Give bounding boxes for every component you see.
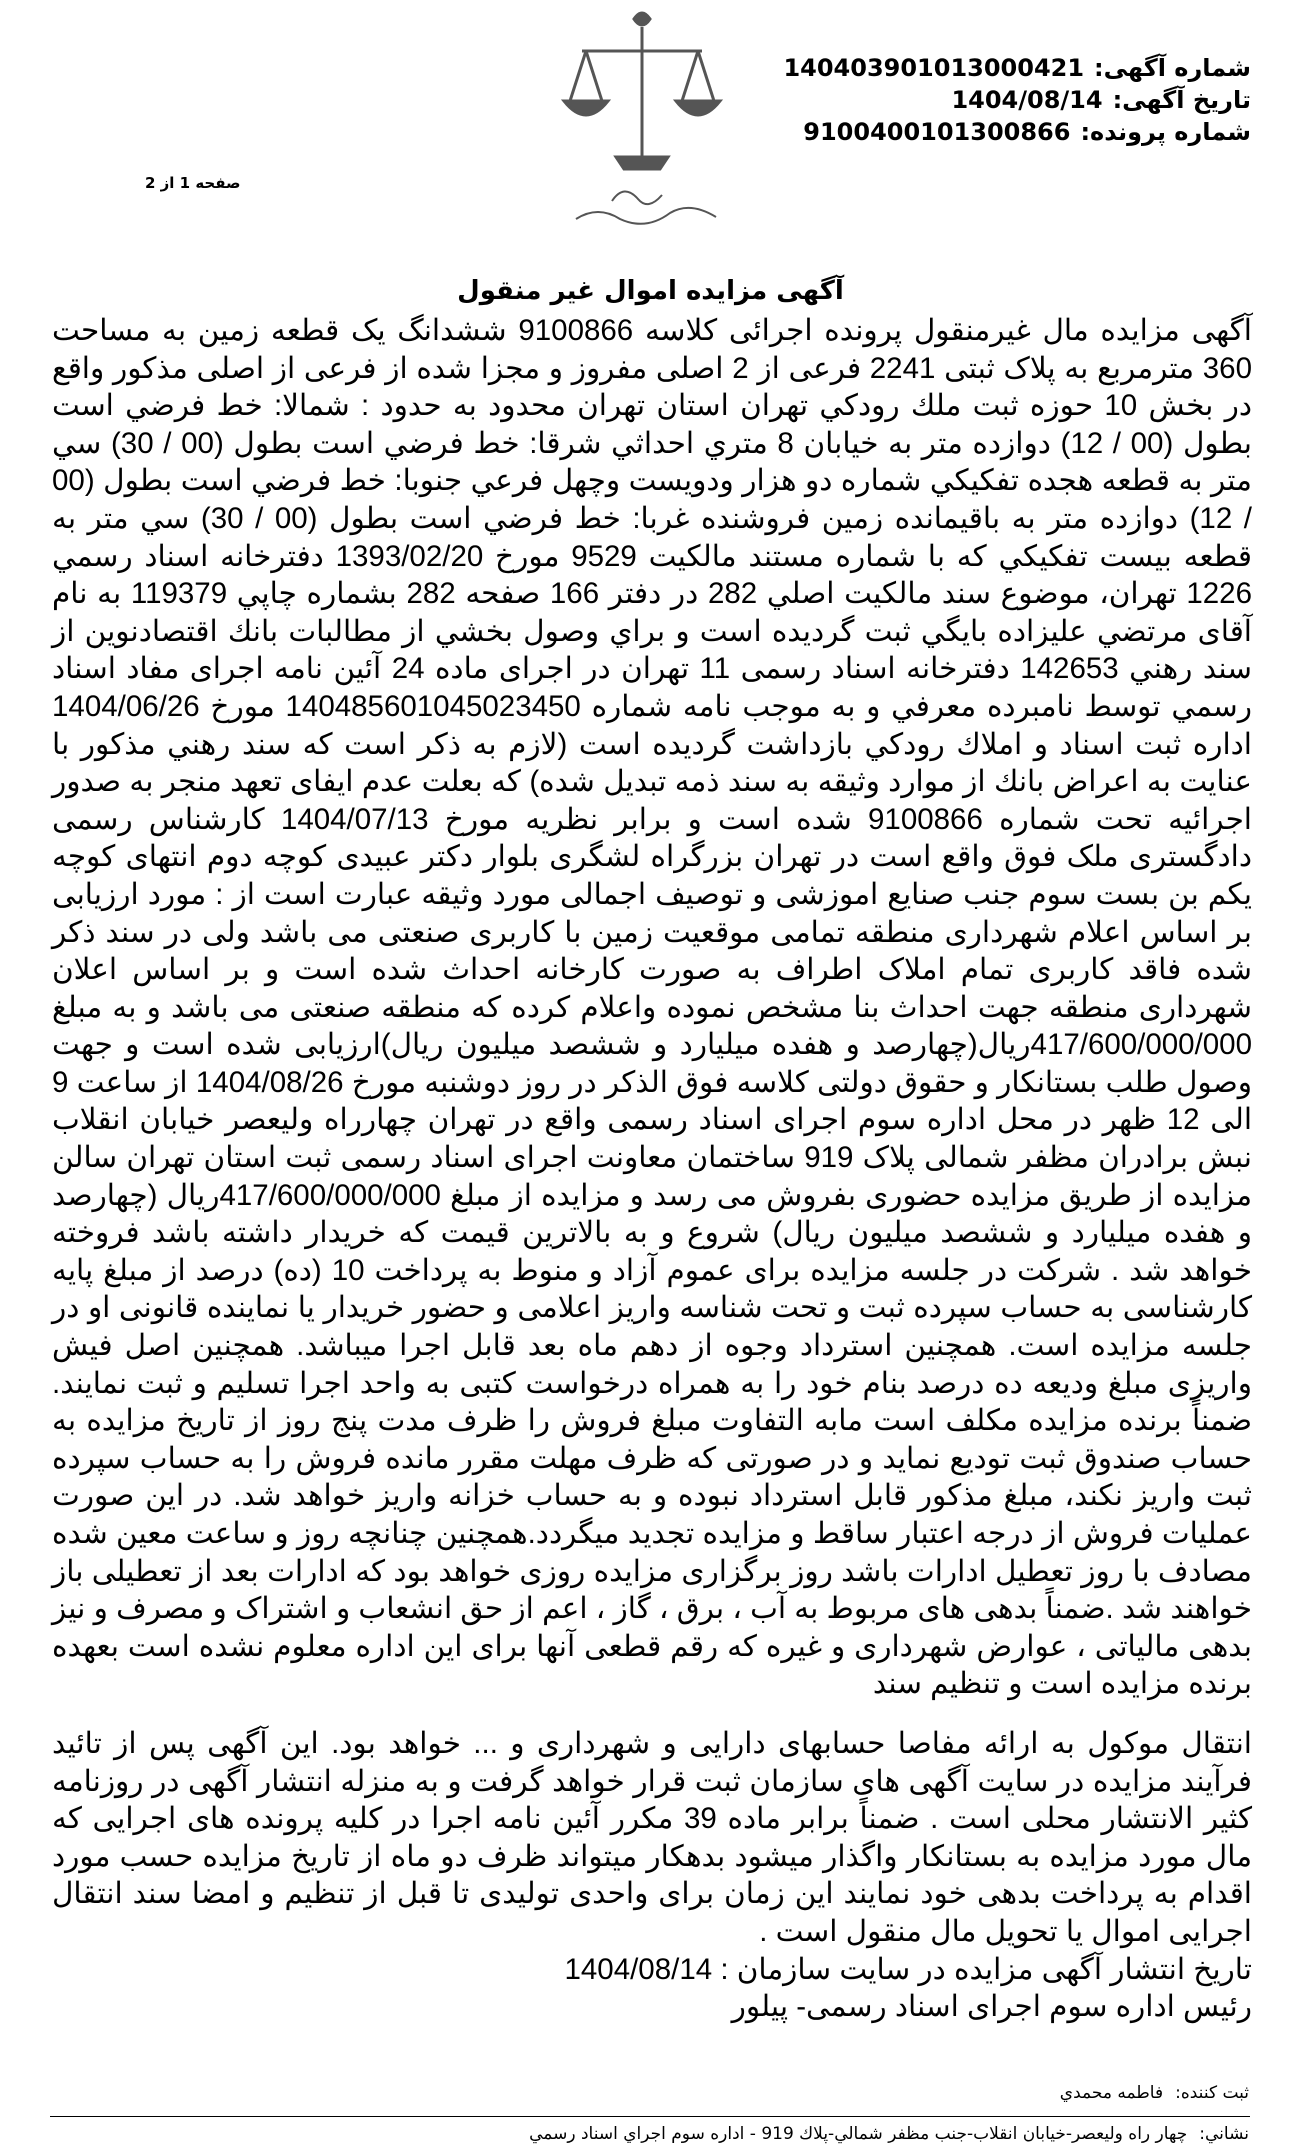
page-count: صفحه 1 از 2 xyxy=(145,174,241,192)
ad-number-row xyxy=(783,52,1251,84)
ad-number-label: شماره آگهی: xyxy=(1094,54,1251,82)
case-number: 9100400101300866 xyxy=(803,118,1071,146)
case-number-label: شماره پرونده: xyxy=(1080,118,1251,146)
case-number-row xyxy=(791,116,1251,148)
address-row xyxy=(529,2124,1249,2144)
ad-date-row xyxy=(791,84,1251,116)
judiciary-emblem-icon xyxy=(520,5,820,230)
ad-date-label: تاریخ آگهی: xyxy=(1112,86,1251,114)
auction-main-text: آگهی مزایده مال غیرمنقول پرونده اجرائی کلاسه 9100866 ششدانگ یک قطعه زمین به مساحت 360 مترمربع به پلاک ثبتی 2241 فرعی از 2 اصلی مفروز و مجزا شده از فرعی از اصلی مذکور واقع در بخش 10 حوزه ثبت ملك رودكي تهران استان تهران محدود به حدود : شمالا: خط فرضي است بطول (00 / 12) دوازده متر به خيابان 8 متري احداثي شرقا: خط فرضي است بطول (00 / 30) سي متر به قطعه هجده تفكيكي شماره دو هزار ودويست وچهل فرعي جنوبا: خط فرضي است بطول (00 / 12) دوازده متر به باقيمانده زمين فروشنده غربا: خط فرضي است بطول (00 / 30) سي متر به قطعه بيست تفكيكي كه با شماره مستند مالكيت 9529 مورخ 1393/02/20 دفترخانه اسناد رسمي 1226 تهران، موضوع سند مالكيت اصلي 282 در دفتر 166 صفحه 282 بشماره چاپي 119379 به نام آقای مرتضي عليزاده بايگي ثبت گرديده است و براي وصول بخشي از مطالبات بانك اقتصادنوين از سند رهني 142653 دفترخانه اسناد رسمی 11 تهران در اجرای ماده 24 آئين نامه اجرای مفاد اسناد رسمي توسط نامبرده معرفي و به موجب نامه شماره 140485601045023450 مورخ 1404/06/26 اداره ثبت اسناد و املاك رودكي بازداشت گرديده است (لازم به ذكر است كه سند رهني مذكور با عنايت به اعراض بانك از موارد وثيقه به سند ذمه تبديل شده) كه بعلت عدم ايفای تعهد منجر به صدور اجرائيه تحت شماره 9100866 شده است و برابر نظريه مورخ 1404/07/13 كارشناس رسمی دادگستری ملک فوق واقع است در تهران بزرگراه لشگری بلوار دکتر عبیدی کوچه دوم انتهای کوچه یکم بن بست سوم جنب صنایع اموزشی و توصیف اجمالی مورد وثیقه عبارت است از : مورد ارزیابی بر اساس اعلام شهرداری منطقه تمامی موقعیت زمین با کاربری صنعتی می باشد ولی در سند ذکر شده فاقد کاربری تمام املاک اطراف به صورت کارخانه احداث شده است و بر اساس اعلان شهرداری منطقه جهت احداث بنا مشخص نموده واعلام کرده که منطقه صنعتی می باشد و به مبلغ 417/600/000/000ريال(چهارصد و هفده ميليارد و ششصد ميليون ريال)ارزيابی شده است و جهت وصول طلب بستانكار و حقوق دولتی كلاسه فوق الذكر در روز دوشنبه مورخ 1404/08/26 از ساعت 9 الی 12 ظهر در محل اداره سوم اجرای اسناد رسمی واقع در تهران چهارراه وليعصر خيابان انقلاب نبش برادران مظفر شمالی پلاک 919 ساختمان معاونت اجرای اسناد رسمی ثبت استان تهران سالن مزايده از طريق مزايده حضوری بفروش می رسد و مزايده از مبلغ 417/600/000/000ريال (چهارصد و هفده ميليارد و ششصد ميليون ريال) شروع و به بالاترين قيمت كه خريدار داشته باشد فروخته خواهد شد . شركت در جلسه مزايده برای عموم آزاد و منوط به پرداخت 10 (ده) درصد از مبلغ پايه كارشناسی به حساب سپرده ثبت و تحت شناسه واريز اعلامی و حضور خريدار يا نماينده قانونی او در جلسه مزايده است. همچنين استرداد وجوه از دهم ماه بعد قابل اجرا ميباشد. همچنين اصل فيش واريزی مبلغ وديعه ده درصد بنام خود را به همراه درخواست كتبی به واحد اجرا تسليم و ثبت نمايند. ضمناً برنده مزايده مكلف است مابه التفاوت مبلغ فروش را ظرف مدت پنج روز از تاريخ مزايده به حساب صندوق ثبت توديع نمايد و در صورتی كه ظرف مهلت مقرر مانده فروش را به حساب سپرده ثبت واريز نكند، مبلغ مذكور قابل استرداد نبوده و به حساب خزانه واريز خواهد شد. در اين صورت عمليات فروش از درجه اعتبار ساقط و مزايده تجديد ميگردد.همچنين چنانچه روز و ساعت معين شده مصادف با روز تعطيل ادارات باشد روز برگزاری مزايده روزی خواهد بود كه ادارات بعد از تعطيلی باز خواهند شد .ضمناً بدهی های مربوط به آب ، برق ، گاز ، اعم از حق انشعاب و اشتراک و مصرف و نيز بدهی مالياتی ، عوارض شهرداری و غيره كه رقم قطعی آنها برای اين اداره معلوم نشده است بعهده برنده مزايده است و تنظيم سند xyxy=(52,314,1253,1701)
document-title: آگهی مزایده اموال غیر منقول xyxy=(457,276,844,306)
ad-meta xyxy=(783,52,1251,148)
continuation-paragraph: انتقال موكول به ارائه مفاصا حسابهای دارايی و شهرداری و ... خواهد بود. اين آگهی پس از تائيد فرآيند مزايده در سايت آگهی های سازمان ثبت قرار خواهد گرفت و به منزله انتشار آگهی در روزنامه كثير الانتشار محلی است . ضمناً برابر ماده 39 مكرر آئين نامه اجرا در كليه پرونده های اجرايی كه مال مورد مزايده به بستانكار واگذار ميشود بدهكار ميتواند ظرف دو ماه از تاريخ مزايده حسب مورد اقدام به پرداخت بدهی خود نمايند اين زمان برای واحدی توليدی تا قبل از تنظيم و امضا سند انتقال اجرايی اموال يا تحويل مال منقول است . xyxy=(52,1727,1253,1948)
registrar-row xyxy=(1060,2083,1249,2103)
footer-divider xyxy=(50,2116,1250,2117)
auction-continuation xyxy=(52,1725,1252,2026)
registrar-label: ثبت كننده: xyxy=(1175,2083,1249,2103)
ad-number: 140403901013000421 xyxy=(783,54,1085,82)
signature-line: رئیس اداره سوم اجرای اسناد رسمی- پیلور xyxy=(731,1990,1252,2024)
address-text: چهار راه وليعصر-خيابان انقلاب-جنب مظفر شمالي-پلاك 919 - اداره سوم اجراي اسناد رسمي xyxy=(529,2124,1188,2144)
publish-date-line: تاریخ انتشار آگهی مزایده در سایت سازمان : 1404/08/14 xyxy=(564,1952,1252,1986)
address-label: نشاني: xyxy=(1199,2124,1249,2144)
registrar-name: فاطمه محمدي xyxy=(1059,2083,1164,2103)
ad-date: 1404/08/14 xyxy=(951,86,1103,114)
